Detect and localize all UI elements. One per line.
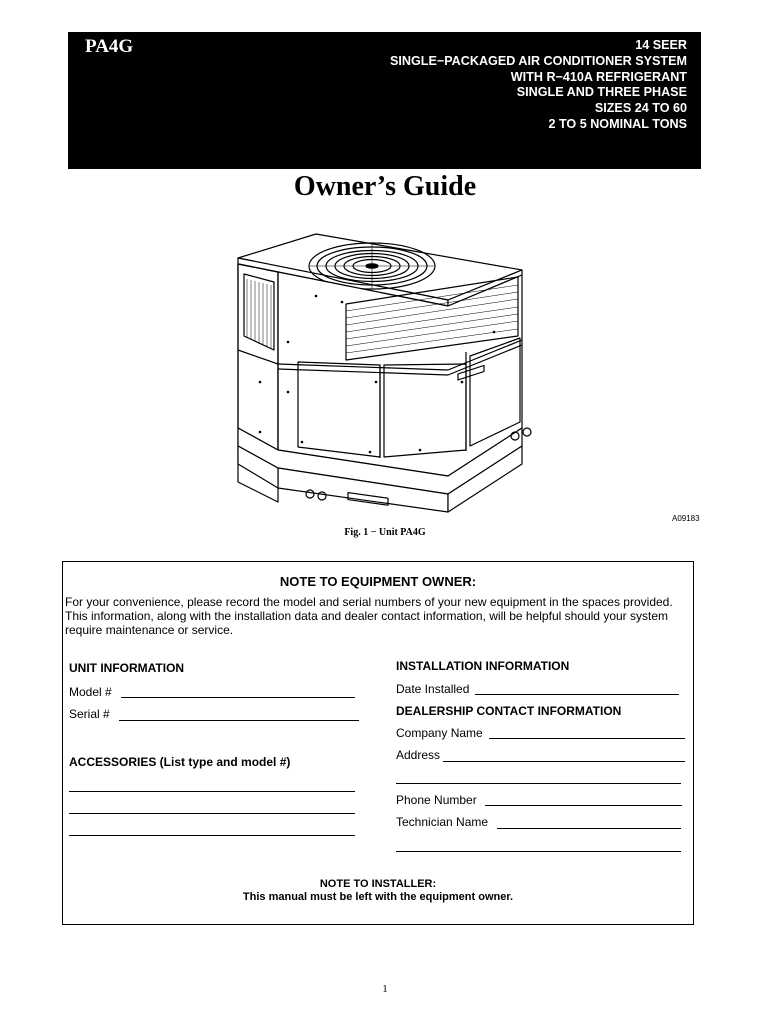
date-installed-field[interactable] xyxy=(475,694,679,695)
installer-note xyxy=(63,878,693,904)
figure-code: A09183 xyxy=(672,514,700,523)
spec-line: SINGLE−PACKAGED AIR CONDITIONER SYSTEM xyxy=(389,53,687,68)
accessories-line-1[interactable] xyxy=(69,791,355,792)
company-name-field[interactable] xyxy=(489,738,685,739)
address-label: Address xyxy=(396,748,441,762)
spec-line: 14 SEER xyxy=(635,38,687,52)
dealer-heading: DEALERSHIP CONTACT INFORMATION xyxy=(396,704,622,718)
installer-note-heading: NOTE TO INSTALLER: xyxy=(319,878,437,890)
packaged-air-conditioner-illustration xyxy=(230,232,540,515)
spec-line: 2 TO 5 NOMINAL TONS xyxy=(548,116,687,131)
installer-note-text: This manual must be left with the equipment owner. xyxy=(242,891,514,903)
page-number: 1 xyxy=(382,983,388,995)
owner-note-heading: NOTE TO EQUIPMENT OWNER: xyxy=(279,574,477,589)
model-code: PA4G xyxy=(85,36,134,57)
phone-number-label: Phone Number xyxy=(396,793,477,807)
spec-line: SIZES 24 TO 60 xyxy=(594,101,687,116)
technician-name-field[interactable] xyxy=(497,828,681,829)
technician-name-label: Technician Name xyxy=(396,815,489,829)
accessories-heading: ACCESSORIES (List type and model #) xyxy=(69,755,291,769)
accessories-line-2[interactable] xyxy=(69,813,355,814)
owner-note-body: For your convenience, please record the model and serial numbers of your new equipment in the spaces provided. This information, along with the installation data and dealer contact information, will be helpful should your system require maintenance or service. xyxy=(65,595,673,638)
figure-caption: Fig. 1 − Unit PA4G xyxy=(344,527,426,538)
phone-number-field[interactable] xyxy=(485,805,682,806)
dealer-extra-line[interactable] xyxy=(396,851,681,852)
unit-info-heading: UNIT INFORMATION xyxy=(69,661,185,675)
spec-line: SINGLE AND THREE PHASE xyxy=(516,85,687,100)
company-name-label: Company Name xyxy=(396,726,483,740)
address-field[interactable] xyxy=(443,761,685,762)
model-field[interactable] xyxy=(121,697,355,698)
accessories-line-3[interactable] xyxy=(69,835,355,836)
spec-line: WITH R−410A REFRIGERANT xyxy=(510,69,687,84)
owner-note-box xyxy=(62,561,694,925)
serial-field[interactable] xyxy=(119,720,359,721)
spec-lines xyxy=(390,38,687,133)
serial-label: Serial # xyxy=(69,707,110,721)
installation-heading: INSTALLATION INFORMATION xyxy=(396,659,570,673)
page-title: Owner’s Guide xyxy=(293,171,477,202)
model-label: Model # xyxy=(69,685,112,699)
address-field-line-2[interactable] xyxy=(396,783,681,784)
date-installed-label: Date Installed xyxy=(396,682,470,696)
header-banner xyxy=(68,32,701,169)
